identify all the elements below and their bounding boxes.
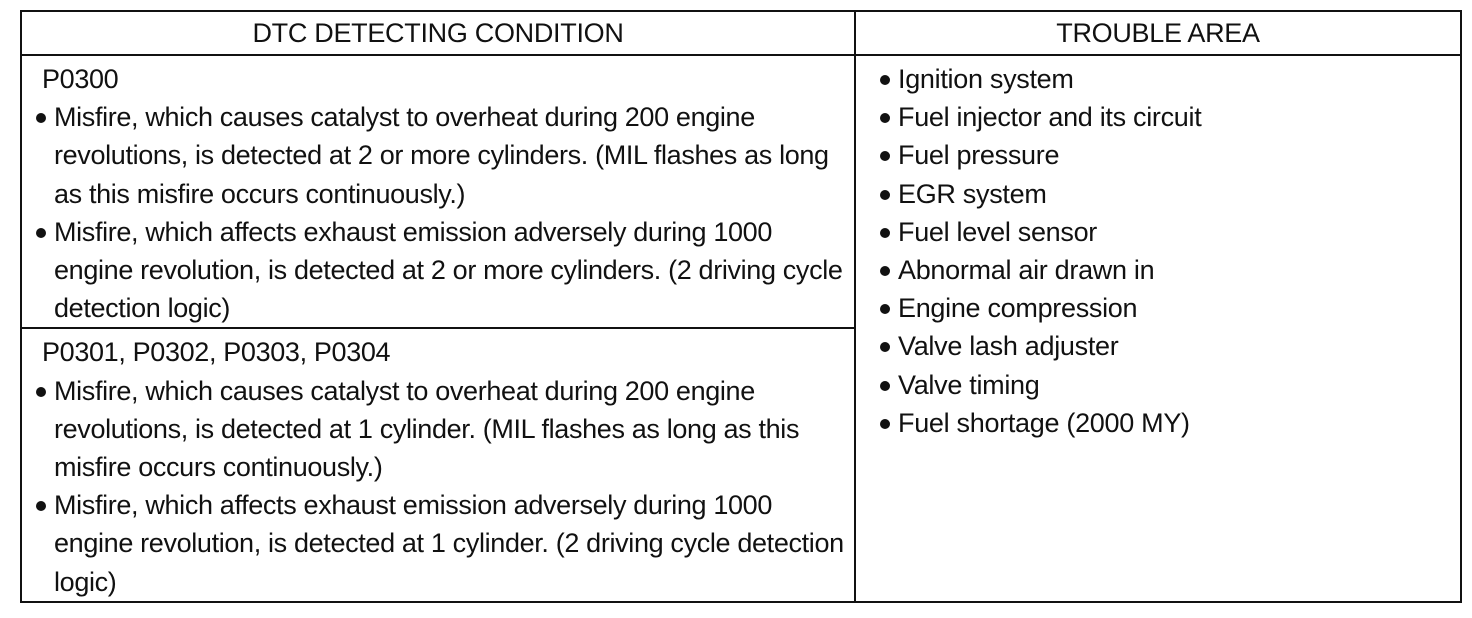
bullet-icon: [880, 266, 890, 276]
trouble-area-text: Fuel injector and its circuit: [898, 102, 1202, 133]
condition-item: [36, 372, 844, 487]
condition-text: Misfire, which affects exhaust emission adversely during 1000 engine revolution, is detected at 2 or more cylinders. (2 driving cycle detection logic): [54, 216, 843, 324]
condition-cell-p0300: [21, 55, 855, 328]
trouble-area-text: Fuel shortage (2000 MY): [898, 407, 1190, 438]
condition-item: [36, 98, 844, 213]
bullet-icon: [880, 228, 890, 238]
bullet-icon: [36, 501, 46, 511]
trouble-area-text: Valve lash adjuster: [898, 331, 1119, 362]
dtc-code: P0300: [42, 64, 119, 94]
condition-text: Misfire, which causes catalyst to overheat during 200 engine revolutions, is detected at 1 cylinder. (MIL flashes as long as this misfire occurs continuously.): [54, 375, 800, 483]
condition-item: [36, 486, 844, 601]
header-row: [21, 11, 1461, 55]
bullet-icon: [880, 113, 890, 123]
bullet-icon: [880, 190, 890, 200]
trouble-area-text: Fuel pressure: [898, 140, 1060, 171]
table-row: [21, 55, 1461, 328]
trouble-area-text: EGR system: [898, 178, 1047, 209]
bullet-icon: [36, 228, 46, 238]
trouble-area-text: Valve timing: [898, 369, 1040, 400]
trouble-area-text: Engine compression: [898, 293, 1138, 324]
condition-text: Misfire, which causes catalyst to overheat during 200 engine revolutions, is detected at 2 or more cylinders. (MIL flashes as long as this misfire occurs continuously.): [54, 102, 829, 209]
trouble-area-item: [880, 213, 1450, 251]
bullet-icon: [880, 381, 890, 391]
trouble-area-item: [880, 60, 1450, 98]
condition-cell-p0301-p0304: [21, 328, 855, 602]
trouble-area-item: [880, 136, 1450, 174]
trouble-area-item: [880, 327, 1450, 365]
trouble-area-item: [880, 289, 1450, 327]
trouble-area-list: [856, 56, 1460, 442]
dtc-table: [20, 10, 1462, 603]
trouble-area-cell: [855, 55, 1461, 602]
trouble-area-text: Abnormal air drawn in: [898, 255, 1155, 286]
trouble-area-item: [880, 175, 1450, 213]
bullet-icon: [880, 304, 890, 314]
trouble-area-text: Fuel level sensor: [898, 216, 1097, 247]
condition-item: [36, 213, 844, 328]
condition-text: Misfire, which affects exhaust emission adversely during 1000 engine revolution, is detected at 1 cylinder. (2 driving cycle detection logic): [54, 490, 844, 597]
bullet-icon: [880, 151, 890, 161]
trouble-area-item: [880, 366, 1450, 404]
bullet-icon: [880, 342, 890, 352]
condition-header: DTC DETECTING CONDITION: [21, 11, 855, 55]
trouble-area-header: TROUBLE AREA: [855, 11, 1461, 55]
trouble-area-item: [880, 98, 1450, 136]
trouble-area-item: [880, 404, 1450, 442]
dtc-code: P0301, P0302, P0303, P0304: [42, 337, 391, 368]
bullet-icon: [36, 113, 46, 123]
bullet-icon: [36, 387, 46, 397]
bullet-icon: [880, 419, 890, 429]
bullet-icon: [880, 75, 890, 85]
trouble-area-text: Ignition system: [898, 64, 1074, 94]
trouble-area-item: [880, 251, 1450, 289]
